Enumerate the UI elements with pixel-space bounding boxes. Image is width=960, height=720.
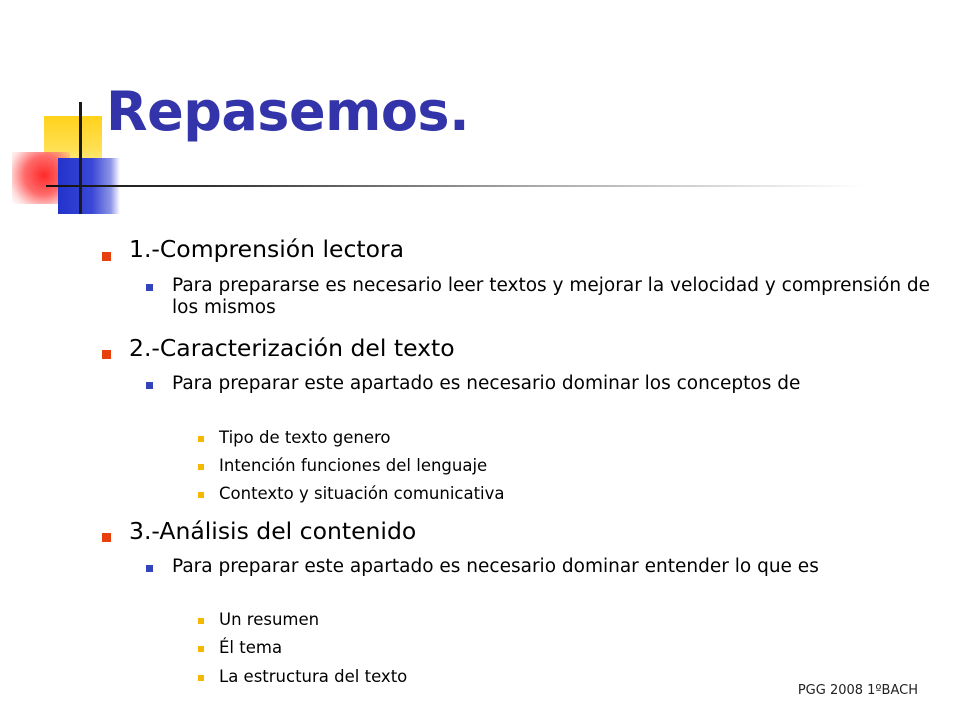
bullet-marker-level1 <box>102 533 111 542</box>
bullet-marker-level1 <box>102 350 111 359</box>
bullet-marker-level3 <box>198 464 204 470</box>
bullet-item-level2: Para preparar este apartado es necesario dominar los conceptos de <box>172 373 801 394</box>
bullet-item-level3: Contexto y situación comunicativa <box>219 484 505 503</box>
bullet-marker-level3 <box>198 436 204 442</box>
bullet-item-level3: Él tema <box>219 638 283 657</box>
slide-footer: PGG 2008 1ºBACH <box>797 683 918 698</box>
bullet-marker-level2 <box>146 284 153 291</box>
title-underline-rule <box>46 185 866 187</box>
bullet-item-level1: 1.-Comprensión lectora <box>129 235 405 263</box>
bullet-item-level3: Tipo de texto genero <box>219 428 391 447</box>
bullet-item-level1: 2.-Caracterización del texto <box>129 334 455 362</box>
bullet-marker-level3 <box>198 646 204 652</box>
bullet-marker-level2 <box>146 565 153 572</box>
bullet-marker-level3 <box>198 675 204 681</box>
slide-title: Repasemos. <box>106 80 470 143</box>
bullet-item-level2: Para preparar este apartado es necesario dominar entender lo que es <box>172 556 819 577</box>
bullet-item-level1: 3.-Análisis del contenido <box>129 517 417 545</box>
bullet-marker-level2 <box>146 382 153 389</box>
bullet-marker-level3 <box>198 492 204 498</box>
vertical-rule <box>79 102 82 214</box>
bullet-item-level3: Intención funciones del lenguaje <box>219 456 488 475</box>
bullet-marker-level1 <box>102 252 111 261</box>
bullet-marker-level3 <box>198 618 204 624</box>
bullet-item-level3: Un resumen <box>219 610 320 629</box>
bullet-item-level2: Para prepararse es necesario leer textos y mejorar la velocidad y comprensión de los mismos <box>172 275 931 318</box>
bullet-item-level3: La estructura del texto <box>219 667 408 686</box>
